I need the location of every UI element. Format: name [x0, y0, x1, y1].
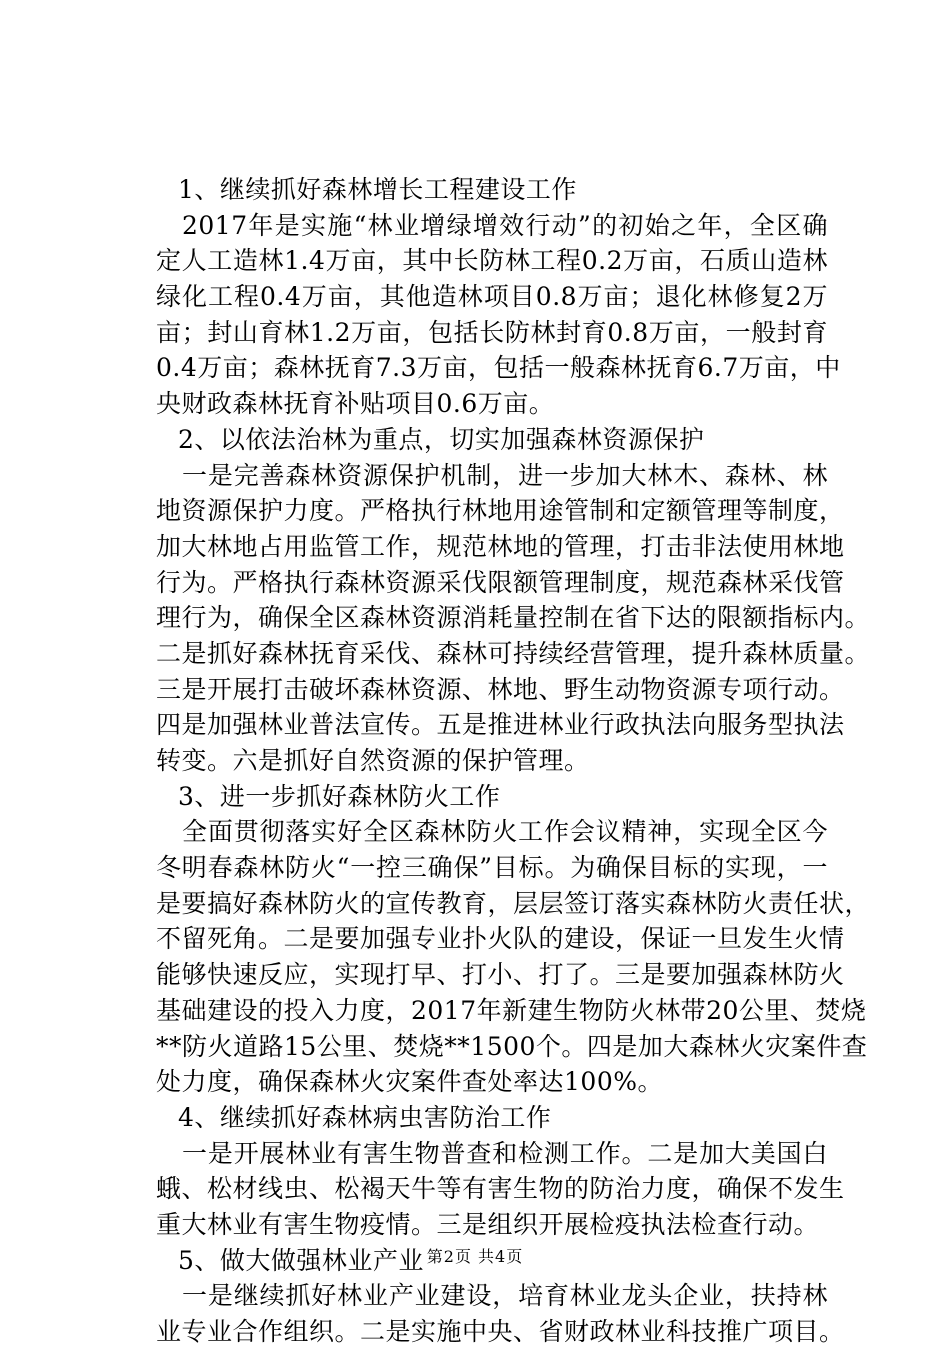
paragraph-line: **防火道路15公里、焚烧**1500个。四是加大森林火灾案件查 [156, 1031, 868, 1061]
paragraph-line: 央财政森林抚育补贴项目0.6万亩。 [156, 389, 555, 419]
paragraph-line: 全面贯彻落实好全区森林防火工作会议精神，实现全区今 [182, 817, 828, 847]
paragraph-line: 重大林业有害生物疫情。三是组织开展检疫执法检查行动。 [156, 1209, 820, 1239]
paragraph-line: 蛾、松材线虫、松褐天牛等有害生物的防治力度，确保不发生 [156, 1174, 845, 1204]
paragraph-line: 是要搞好森林防火的宣传教育，层层签订落实森林防火责任状， [156, 888, 871, 918]
paragraph-line: 基础建设的投入力度，2017年新建生物防火林带20公里、焚烧 [156, 995, 867, 1025]
paragraph-line: 亩；封山育林1.2万亩，包括长防林封育0.8万亩，一般封育 [156, 317, 828, 347]
paragraph-line: 二是抓好森林抚育采伐、森林可持续经营管理，提升森林质量。 [156, 638, 871, 668]
section-heading-1: 1、继续抓好森林增长工程建设工作 [178, 175, 577, 204]
paragraph-line: 地资源保护力度。严格执行林地用途管制和定额管理等制度， [156, 496, 845, 526]
paragraph-line: 一是开展林业有害生物普查和检测工作。二是加大美国白 [182, 1138, 828, 1168]
paragraph-line: 业专业合作组织。二是实施中央、省财政林业科技推广项目。 [156, 1317, 845, 1346]
section-heading-4: 4、继续抓好森林病虫害防治工作 [178, 1102, 552, 1132]
paragraph-line: 2017年是实施“林业增绿增效行动”的初始之年，全区确 [182, 210, 828, 240]
paragraph-line: 转变。六是抓好自然资源的保护管理。 [156, 746, 590, 775]
section-heading-3: 3、进一步抓好森林防火工作 [178, 781, 501, 811]
paragraph-line: 0.4万亩；森林抚育7.3万亩，包括一般森林抚育6.7万亩，中 [156, 353, 841, 383]
paragraph-line: 处力度，确保森林火灾案件查处率达100%。 [156, 1067, 663, 1097]
paragraph-line: 理行为，确保全区森林资源消耗量控制在省下达的限额指标内。 [156, 603, 871, 633]
page-footer: 第2页 共4页 [426, 1247, 524, 1266]
paragraph-line: 绿化工程0.4万亩，其他造林项目0.8万亩；退化林修复2万 [156, 282, 828, 312]
paragraph-line: 不留死角。二是要加强专业扑火队的建设，保证一旦发生火情 [156, 924, 845, 954]
paragraph-line: 三是开展打击破坏森林资源、林地、野生动物资源专项行动。 [156, 674, 845, 704]
paragraph-line: 行为。严格执行森林资源采伐限额管理制度，规范森林采伐管 [156, 567, 845, 597]
section-heading-2: 2、以依法治林为重点，切实加强森林资源保护 [178, 424, 705, 454]
paragraph-line: 能够快速反应，实现打早、打小、打了。三是要加强森林防火 [156, 960, 845, 990]
section-heading-5: 5、做大做强林业产业 [178, 1245, 424, 1275]
paragraph-line: 一是继续抓好林业产业建设，培育林业龙头企业，扶持林 [182, 1281, 828, 1311]
paragraph-line: 加大林地占用监管工作，规范林地的管理，打击非法使用林地 [156, 531, 845, 561]
paragraph-line: 冬明春森林防火“一控三确保”目标。为确保目标的实现，一 [156, 853, 828, 883]
paragraph-line: 一是完善森林资源保护机制，进一步加大林木、森林、林 [182, 460, 828, 490]
document-body [156, 172, 871, 1350]
paragraph-line: 四是加强林业普法宣传。五是推进林业行政执法向服务型执法 [156, 710, 845, 740]
paragraph-line: 定人工造林1.4万亩，其中长防林工程0.2万亩，石质山造林 [156, 246, 828, 276]
